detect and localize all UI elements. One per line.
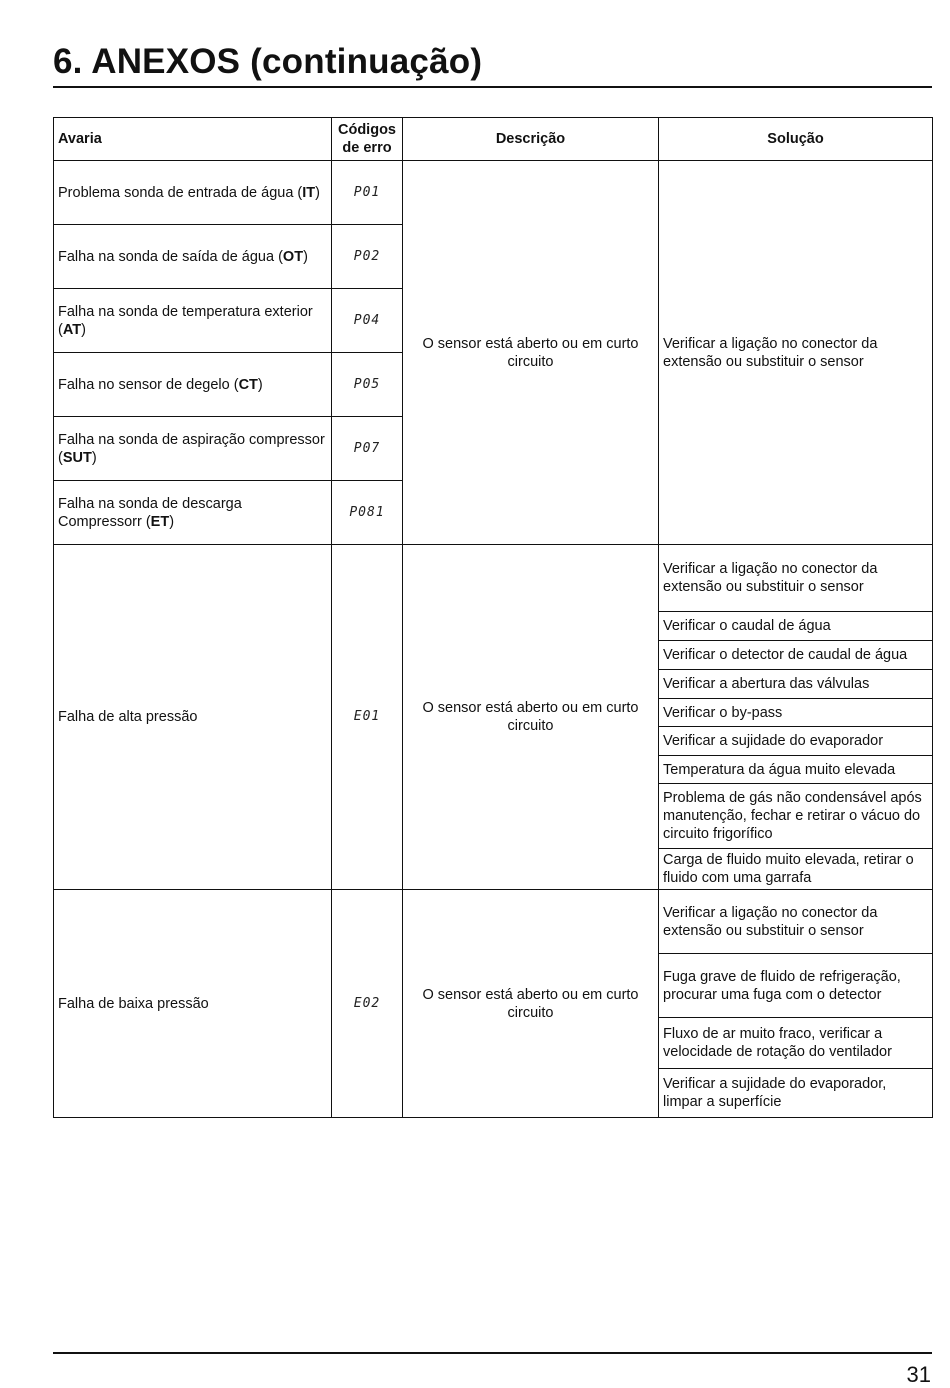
error-code: E01	[332, 545, 403, 890]
error-codes-table	[53, 117, 933, 1118]
descricao-cell: O sensor está aberto ou em curto circuito	[403, 161, 659, 545]
solucao-cell: Temperatura da água muito elevada	[659, 756, 933, 784]
title-divider	[53, 86, 932, 88]
header-descricao: Descrição	[403, 118, 659, 161]
header-codigos	[332, 118, 403, 161]
table-header-row	[54, 118, 933, 161]
avaria-cell: Falha na sonda de saída de água (OT)	[54, 225, 332, 289]
solucao-cell: Verificar a ligação no conector da extensão ou substituir o sensor	[659, 161, 933, 545]
error-code: P02	[332, 225, 403, 289]
page-number: 31	[906, 1362, 931, 1387]
descricao-cell: O sensor está aberto ou em curto circuito	[403, 545, 659, 890]
solucao-cell: Fluxo de ar muito fraco, verificar a velocidade de rotação do ventilador	[659, 1018, 933, 1069]
error-code: P07	[332, 417, 403, 481]
solucao-cell: Verificar a sujidade do evaporador	[659, 727, 933, 756]
avaria-cell: Falha de alta pressão	[54, 545, 332, 890]
solucao-cell: Verificar a ligação no conector da extensão ou substituir o sensor	[659, 545, 933, 612]
error-code: P05	[332, 353, 403, 417]
solucao-cell: Verificar a sujidade do evaporador, limpar a superfície	[659, 1069, 933, 1118]
page-title: 6. ANEXOS (continuação)	[53, 42, 483, 81]
table-row	[54, 890, 933, 954]
solucao-cell: Carga de fluido muito elevada, retirar o fluido com uma garrafa	[659, 849, 933, 890]
error-code: P01	[332, 161, 403, 225]
error-code: E02	[332, 890, 403, 1118]
avaria-cell: Falha na sonda de temperatura exterior (AT)	[54, 289, 332, 353]
header-avaria: Avaria	[54, 118, 332, 161]
descricao-cell: O sensor está aberto ou em curto circuito	[403, 890, 659, 1118]
solucao-cell: Fuga grave de fluido de refrigeração, procurar uma fuga com o detector	[659, 954, 933, 1018]
avaria-cell: Falha na sonda de descarga Compressorr (ET)	[54, 481, 332, 545]
footer-divider	[53, 1352, 932, 1354]
header-codigos-line2: de erro	[342, 140, 392, 156]
avaria-cell: Falha no sensor de degelo (CT)	[54, 353, 332, 417]
solucao-cell: Problema de gás não condensável após manutenção, fechar e retirar o vácuo do circuito frigorífico	[659, 784, 933, 849]
header-codigos-line1: Códigos	[338, 122, 396, 138]
avaria-cell: Problema sonda de entrada de água (IT)	[54, 161, 332, 225]
table-row	[54, 545, 933, 612]
solucao-cell: Verificar o by-pass	[659, 699, 933, 727]
solucao-cell: Verificar o caudal de água	[659, 612, 933, 641]
solucao-cell: Verificar a ligação no conector da extensão ou substituir o sensor	[659, 890, 933, 954]
solucao-cell: Verificar a abertura das válvulas	[659, 670, 933, 699]
avaria-cell: Falha de baixa pressão	[54, 890, 332, 1118]
header-solucao: Solução	[659, 118, 933, 161]
table-row	[54, 161, 933, 225]
error-code: P081	[332, 481, 403, 545]
solucao-cell: Verificar o detector de caudal de água	[659, 641, 933, 670]
error-code: P04	[332, 289, 403, 353]
avaria-cell: Falha na sonda de aspiração compressor (SUT)	[54, 417, 332, 481]
